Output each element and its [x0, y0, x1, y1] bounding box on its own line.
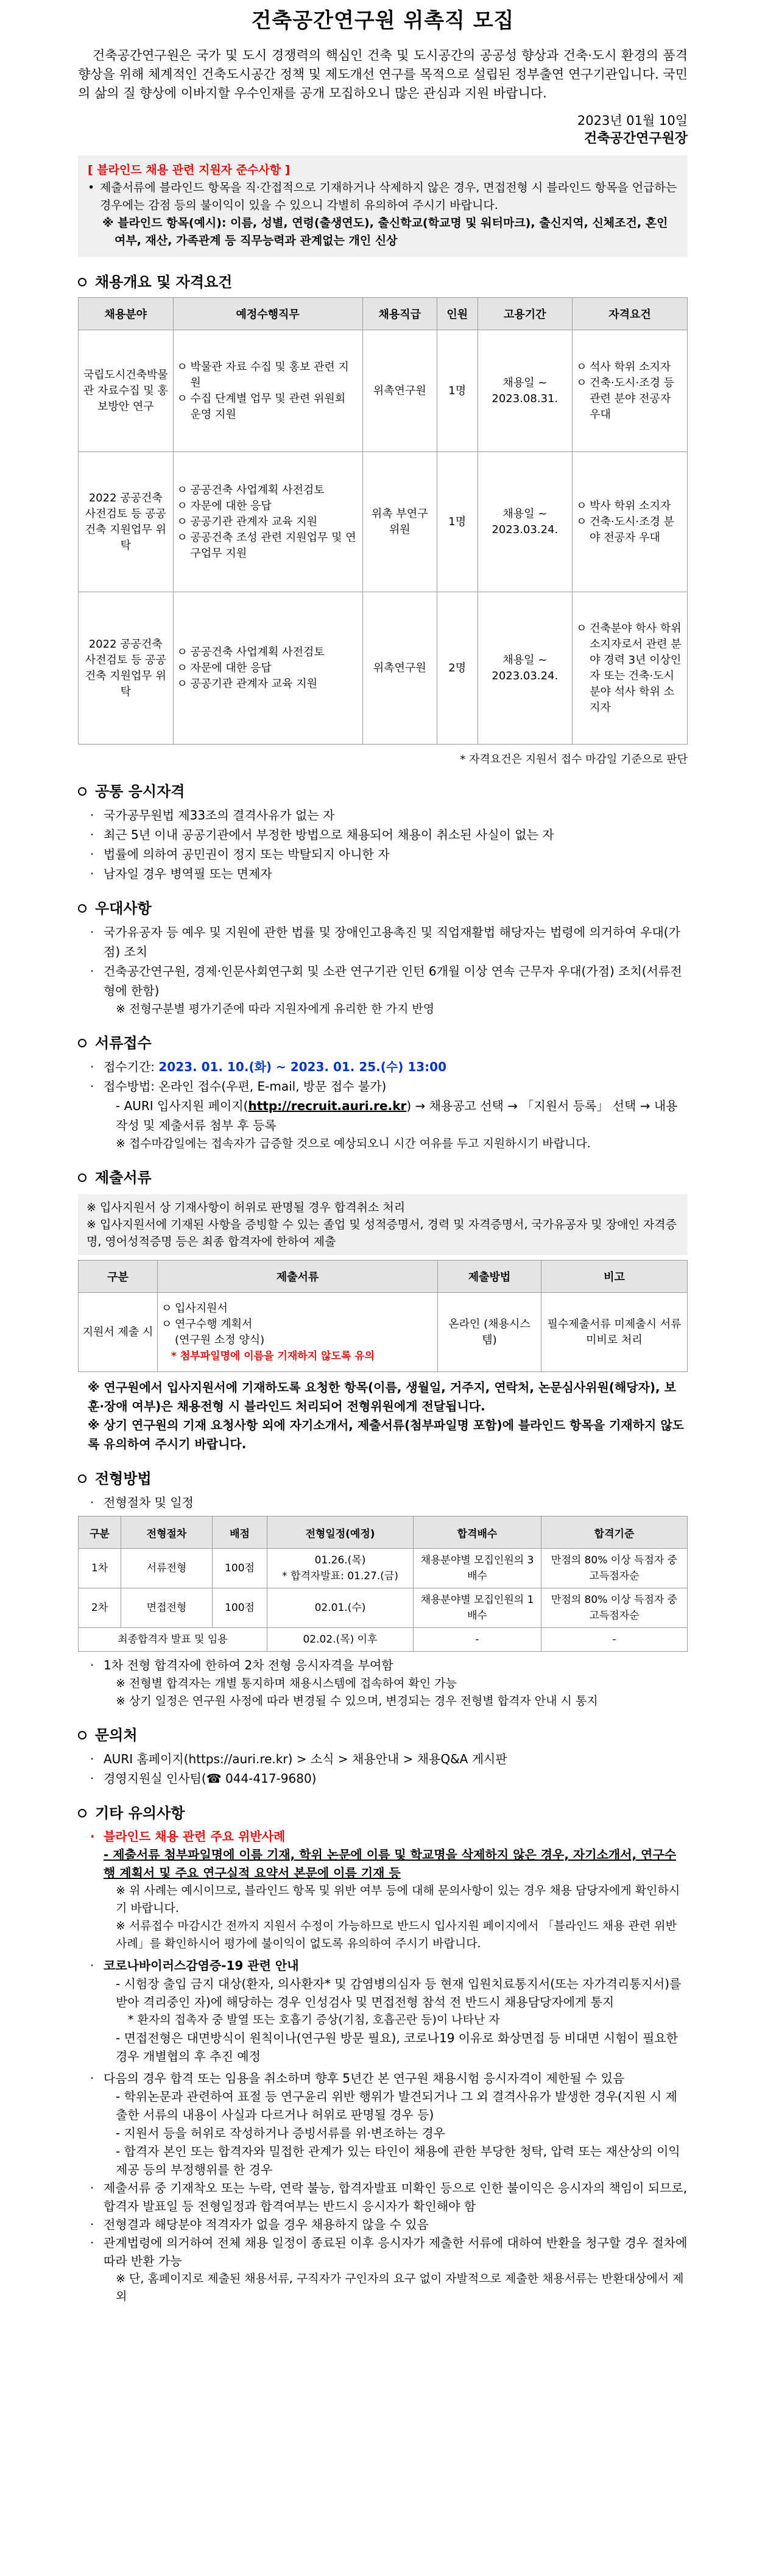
list-item: · 건축공간연구원, 경제·인문사회연구회 및 소관 연구기관 인턴 6개월 이상 연속 근무자 우대(가점) 조치(서류전형에 한함)	[90, 964, 682, 998]
table-header-row	[79, 1261, 688, 1293]
cell-grade: 위촉연구원	[362, 592, 437, 745]
announcement-org: 건축공간연구원장	[583, 131, 688, 146]
table-header-row	[79, 1516, 688, 1549]
cell-duties: ㅇ 공공건축 사업계획 사전검토 ㅇ 자문에 대한 응답 ㅇ 공공기관 관계자 교육 지원 ㅇ 공공건축 조성 관련 지원업무 및 연구업무 지원	[173, 452, 362, 592]
table-row	[79, 592, 688, 745]
table-header: 제출방법	[438, 1261, 541, 1293]
intro-paragraph: 건축공간연구원은 국가 및 도시 경쟁력의 핵심인 건축 및 도시공간의 공공성 향상과 건축·도시 환경의 품격 향상을 위해 체계적인 건축도시공간 정책 및 제도개선 연구를 목적으로 설립된 정부출연 연구기관입니다. 국민의 삶의 질 향상에 이바지할 우수인재를 공개 모집하오니 많은 관심과 지원 바랍니다.	[78, 48, 688, 101]
table-header: 합격배수	[414, 1516, 541, 1549]
cell-field: 2022 공공건축 사전검토 등 공공건축 지원업무 위탁	[79, 452, 174, 592]
preference-list	[78, 922, 688, 1018]
circle-bullet-icon	[78, 1173, 86, 1182]
table-row	[79, 452, 688, 592]
preference-note: ※ 전형구분별 평가기준에 따라 지원자에게 유리한 한 가지 반영	[116, 1002, 435, 1016]
cell-period: 채용일 ~ 2023.03.24.	[478, 452, 573, 592]
circle-bullet-icon	[78, 1474, 86, 1483]
cell-category: 지원서 제출 시	[79, 1293, 158, 1372]
cell-step: 2차	[79, 1588, 121, 1628]
list-item: · 국가공무원법 제33조의 결격사유가 없는 자	[90, 808, 335, 823]
circle-bullet-icon	[78, 787, 86, 796]
cell-period: 채용일 ~ 2023.03.24.	[478, 592, 573, 745]
section-heading-documents: 제출서류	[78, 1167, 688, 1188]
list-item: · 최근 5년 이내 공공기관에서 부정한 방법으로 채용되어 채용이 취소된 사실이 없는 자	[90, 827, 554, 842]
cell-score: 100점	[213, 1549, 267, 1588]
blind-notice-example: ※ 블라인드 항목(예시): 이름, 성별, 연령(출생연도), 출신학교(학교명 및 워터마크), 출신지역, 신체조건, 혼인여부, 재산, 가족관계 등 직무능력과 관계없는 개인 신상	[102, 216, 668, 247]
list-item: · 법률에 의하여 공민권이 정지 또는 박탈되지 아니한 자	[90, 847, 390, 862]
cell-field: 국립도시건축박물관 자료수집 및 홍보방안 연구	[79, 330, 174, 452]
cell-multiple: 채용분야별 모집인원의 3배수	[414, 1549, 541, 1588]
section-heading-overview: 채용개요 및 자격요건	[78, 272, 688, 292]
contact-list	[78, 1749, 688, 1788]
cell-criteria: -	[541, 1628, 688, 1652]
circle-bullet-icon	[78, 1039, 86, 1047]
cell-docs: ㅇ 입사지원서 ㅇ 연구수행 계획서 (연구원 소정 양식) * 첨부파일명에 이름을 기재하지 않도록 유의	[158, 1293, 438, 1372]
blind-notice-title: [ 블라인드 채용 관련 지원자 준수사항 ]	[88, 163, 291, 177]
cell-field: 2022 공공건축 사전검토 등 공공건축 지원업무 위탁	[79, 592, 174, 745]
section-heading-eligibility: 공통 응시자격	[78, 781, 688, 802]
cell-step: 1차	[79, 1549, 121, 1588]
cell-quals: ㅇ 건축분야 학사 학위 소지자로서 관련 분야 경력 3년 이상인 자 또는 건축·도시 분야 석사 학위 소지자	[573, 592, 688, 745]
selection-notes: · 1차 전형 합격자에 한하여 2차 전형 응시자격을 부여함 ※ 전형별 합격자는 개별 통지하며 채용시스템에 접속하여 확인 가능 ※ 상기 일정은 연구원 사정에 따라 변경될 수 있으며, 변경되는 경우 전형별 합격자 안내 시 통지	[90, 1658, 598, 1708]
table-header: 전형일정(예정)	[267, 1516, 414, 1549]
section-heading-contact: 문의처	[78, 1725, 688, 1746]
cell-quals: ㅇ 박사 학위 소지자 ㅇ 건축·도시·조경 분야 전공자 우대	[573, 452, 688, 592]
table-header-row	[79, 298, 688, 330]
eligibility-list	[78, 805, 688, 883]
application-steps: - AURI 입사지원 페이지(http://recruit.auri.re.kr) → 채용공고 선택 → 「지원서 등록」 선택 → 내용작성 및 제출서류 첨부 후 등록	[116, 1099, 678, 1133]
table-header: 전형절차	[121, 1516, 213, 1549]
application-list	[78, 1057, 688, 1153]
cell-score: 100점	[213, 1588, 267, 1628]
bullet-icon: •	[88, 181, 95, 194]
table-header: 채용직급	[362, 298, 437, 330]
list-item: · AURI 홈페이지(https://auri.re.kr) > 소식 > 채용안내 > 채용Q&A 게시판	[90, 1752, 507, 1766]
cell-multiple: 채용분야별 모집인원의 1배수	[414, 1588, 541, 1628]
circle-bullet-icon	[78, 904, 86, 913]
cell-criteria: 만점의 80% 이상 득점자 중 고득점자순	[541, 1549, 688, 1588]
blind-notice-body: 제출서류에 블라인드 항목을 직·간접적으로 기재하거나 삭제하지 않은 경우, 면접전형 시 블라인드 항목을 언급하는 경우에는 감점 등의 불이익이 있을 수 있으니 각별히 유의하여 주시기 바랍니다.	[100, 181, 677, 212]
documents-notes: ※ 연구원에서 입사지원서에 기재하도록 요청한 항목(이름, 생월일, 거주지, 연락처, 논문심사위원(해당자), 보훈·장애 여부)은 채용전형 시 블라인드 처리되어 전형위원에게 전달됩니다. ※ 상기 연구원의 기재 요청사항 외에 자기소개서, 제출서류(첨부파일명 포함)에 블라인드 항목을 기재하지 않도록 유의하여 주시기 바랍니다.	[88, 1380, 684, 1451]
cell-duties: ㅇ 공공건축 사업계획 사전검토 ㅇ 자문에 대한 응답 ㅇ 공공기관 관계자 교육 지원	[173, 592, 362, 745]
circle-bullet-icon	[78, 1731, 86, 1739]
section-heading-selection: 전형방법	[78, 1468, 688, 1489]
section-heading-other: 기타 유의사항	[78, 1803, 688, 1824]
table-header: 자격요건	[573, 298, 688, 330]
table-row	[79, 1588, 688, 1628]
list-item: · 경영지원실 인사팀(☎ 044-417-9680)	[90, 1771, 317, 1786]
table-row	[79, 330, 688, 452]
covid-heading: 코로나바이러스감염증-19 관련 안내	[104, 1958, 299, 1973]
cell-quals: ㅇ 석사 학위 소지자 ㅇ 건축·도시·조경 등 관련 분야 전공자 우대	[573, 330, 688, 452]
announcement-date: 2023년 01월 10일	[577, 113, 688, 128]
cell-grade: 위촉연구원	[362, 330, 437, 452]
table-header: 예정수행직무	[173, 298, 362, 330]
cell-period: 채용일 ~ 2023.08.31.	[478, 330, 573, 452]
other-list: · 블라인드 채용 관련 주요 위반사례 - 제출서류 첨부파일명에 이름 기재, 학위 논문에 이름 및 학교명을 삭제하지 않은 경우, 자기소개서, 연구수행 계획서 및 주요 연구실적 요약서 본문에 이름 기재 등 ※ 위 사례는 예시이므로, 블라인드 항목 및 위반 여부 등에 대해 문의사항이 있는 경우 채용 담당자에게 확인하시기 바랍니다. ※ 서류접수 마감시간 전까지 지원서 수정이 가능하므로 반드시 입사지원 페이지에서 「블라인드 채용 관련 위반사례」를 확인하시어 평가에 불이익이 없도록 유의하여 주시기 바랍니다. · 코로나바이러스감염증-19 관련 안내 - 시험장 출입 금지 대상(환자, 의사환자* 및 감염병의심자 등 현재 입원치료통지서(또는 자가격리통지서)를 받아 격리중인 자)에 해당하는 경우 인성검사 및 면접전형 참석 전 반드시 채용담당자에게 통지 * 환자의 접촉자 중 발열 또는 호흡기 증상(기침, 호흡곤란 등)이 나타난 자 - 면접전형은 대면방식이 원칙이나(연구원 방문 필요), 코로나19 이유로 화상면접 등 비대면 시험이 필요한 경우 개별협의 후 추진 예정 · 다음의 경우 합격 또는 임용을 취소하며 향후 5년간 본 연구원 채용시험 응시자격이 제한될 수 있음 - 학위논문과 관련하여 표절 등 연구윤리 위반 행위가 발견되거나 그 외 결격사유가 발생한 경우(지원 시 제출한 서류의 내용이 사실과 다르거나 허위로 판명될 경우 등) - 지원서 등을 허위로 작성하거나 증빙서류를 위·변조하는 경우 - 합격자 본인 또는 합격자와 밀접한 관계가 있는 타인이 채용에 관한 부당한 청탁, 압력 또는 재산상의 이익 제공 등의 부정행위를 한 경우 · 제출서류 중 기재착오 또는 누락, 연락 불능, 합격자발표 미확인 등으로 인한 불이익은 응시자의 책임이 되므로, 합격자 발표일 등 전형일정과 합격여부는 반드시 응시자가 확인해야 함 · 전형결과 해당분야 적격자가 없을 경우 채용하지 않을 수 있음 · 관계법령에 의거하여 전체 채용 일정이 종료된 이후 응시자가 제출한 서류에 대하여 반환을 청구할 경우 절차에 따라 반환 가능 ※ 단, 홈페이지로 제출된 채용서류, 구직자가 구인자의 요구 없이 자발적으로 제출한 채용서류는 반환대상에서 제외	[78, 1827, 688, 2305]
table-header: 제출서류	[158, 1261, 438, 1293]
recruit-table	[78, 297, 688, 745]
cell-final: 최종합격자 발표 및 임용	[79, 1628, 267, 1652]
selection-sub: · 전형절차 및 일정	[90, 1495, 194, 1510]
cell-duties: ㅇ 박물관 자료 수집 및 홍보 관련 지원 ㅇ 수집 단계별 업무 및 관련 위원회 운영 지원	[173, 330, 362, 452]
table-header: 채용분야	[79, 298, 174, 330]
table-row	[79, 1549, 688, 1588]
table-header: 구분	[79, 1261, 158, 1293]
cell-method: 온라인 (채용시스템)	[438, 1293, 541, 1372]
table-note: * 자격요건은 지원서 접수 마감일 기준으로 판단	[460, 753, 688, 766]
list-item: · 국가유공자 등 예우 및 지원에 관한 법률 및 장애인고용촉진 및 직업재활법 해당자는 법령에 의거하여 우대(가점) 조치	[90, 925, 680, 959]
documents-notice-box: ※ 입사지원서 상 기재사항이 허위로 판명될 경우 합격취소 처리 ※ 입사지원서에 기재된 사항을 증빙할 수 있는 졸업 및 성적증명서, 경력 및 자격증명서, 국가유공자 및 장애인 자격증명, 영어성적증명 등은 최종 합격자에 한하여 제출	[78, 1194, 688, 1255]
table-header: 합격기준	[541, 1516, 688, 1549]
cell-proc: 서류전형	[121, 1549, 213, 1588]
cell-remark: 필수제출서류 미제출시 서류미비로 처리	[541, 1293, 688, 1372]
cell-schedule: 01.26.(목) * 합격자발표: 01.27.(금)	[267, 1549, 414, 1588]
documents-table	[78, 1260, 688, 1372]
circle-bullet-icon	[78, 1809, 86, 1817]
cell-count: 1명	[437, 452, 478, 592]
table-row	[79, 1628, 688, 1652]
table-header: 구분	[79, 1516, 121, 1549]
cell-criteria: 만점의 80% 이상 득점자 중 고득점자순	[541, 1588, 688, 1628]
section-heading-preference: 우대사항	[78, 898, 688, 919]
selection-table	[78, 1516, 688, 1652]
table-header: 비고	[541, 1261, 688, 1293]
application-period: 2023. 01. 10.(화) ~ 2023. 01. 25.(수) 13:00	[158, 1060, 446, 1074]
section-heading-application: 서류접수	[78, 1033, 688, 1053]
violation-heading: 블라인드 채용 관련 주요 위반사례	[104, 1829, 286, 1844]
circle-bullet-icon	[78, 278, 86, 286]
list-item: · 접수방법: 온라인 접수(우편, E-mail, 방문 접수 불가)	[90, 1079, 387, 1094]
cell-proc: 면접전형	[121, 1588, 213, 1628]
recruit-link[interactable]: http://recruit.auri.re.kr	[248, 1099, 407, 1113]
cell-grade: 위촉 부연구위원	[362, 452, 437, 592]
page-title: 건축공간연구원 위촉직 모집	[251, 9, 515, 33]
cell-count: 2명	[437, 592, 478, 745]
table-row	[79, 1293, 688, 1372]
table-header: 고용기간	[478, 298, 573, 330]
cell-schedule: 02.01.(수)	[267, 1588, 414, 1628]
table-header: 배점	[213, 1516, 267, 1549]
violation-main: - 제출서류 첨부파일명에 이름 기재, 학위 논문에 이름 및 학교명을 삭제하지 않은 경우, 자기소개서, 연구수행 계획서 및 주요 연구실적 요약서 본문에 이름 기재 등	[104, 1847, 677, 1880]
cell-schedule: 02.02.(목) 이후	[267, 1628, 414, 1652]
cell-multiple: -	[414, 1628, 541, 1652]
cell-count: 1명	[437, 330, 478, 452]
list-item: · 남자일 경우 병역필 또는 면제자	[90, 866, 272, 881]
table-header: 인원	[437, 298, 478, 330]
blind-notice-box	[78, 155, 688, 257]
list-item: · 접수기간: 2023. 01. 10.(화) ~ 2023. 01. 25.(수) 13:00	[90, 1060, 446, 1074]
application-note: ※ 접수마감일에는 접속자가 급증할 것으로 예상되오니 시간 여유를 두고 지원하시기 바랍니다.	[116, 1137, 591, 1150]
